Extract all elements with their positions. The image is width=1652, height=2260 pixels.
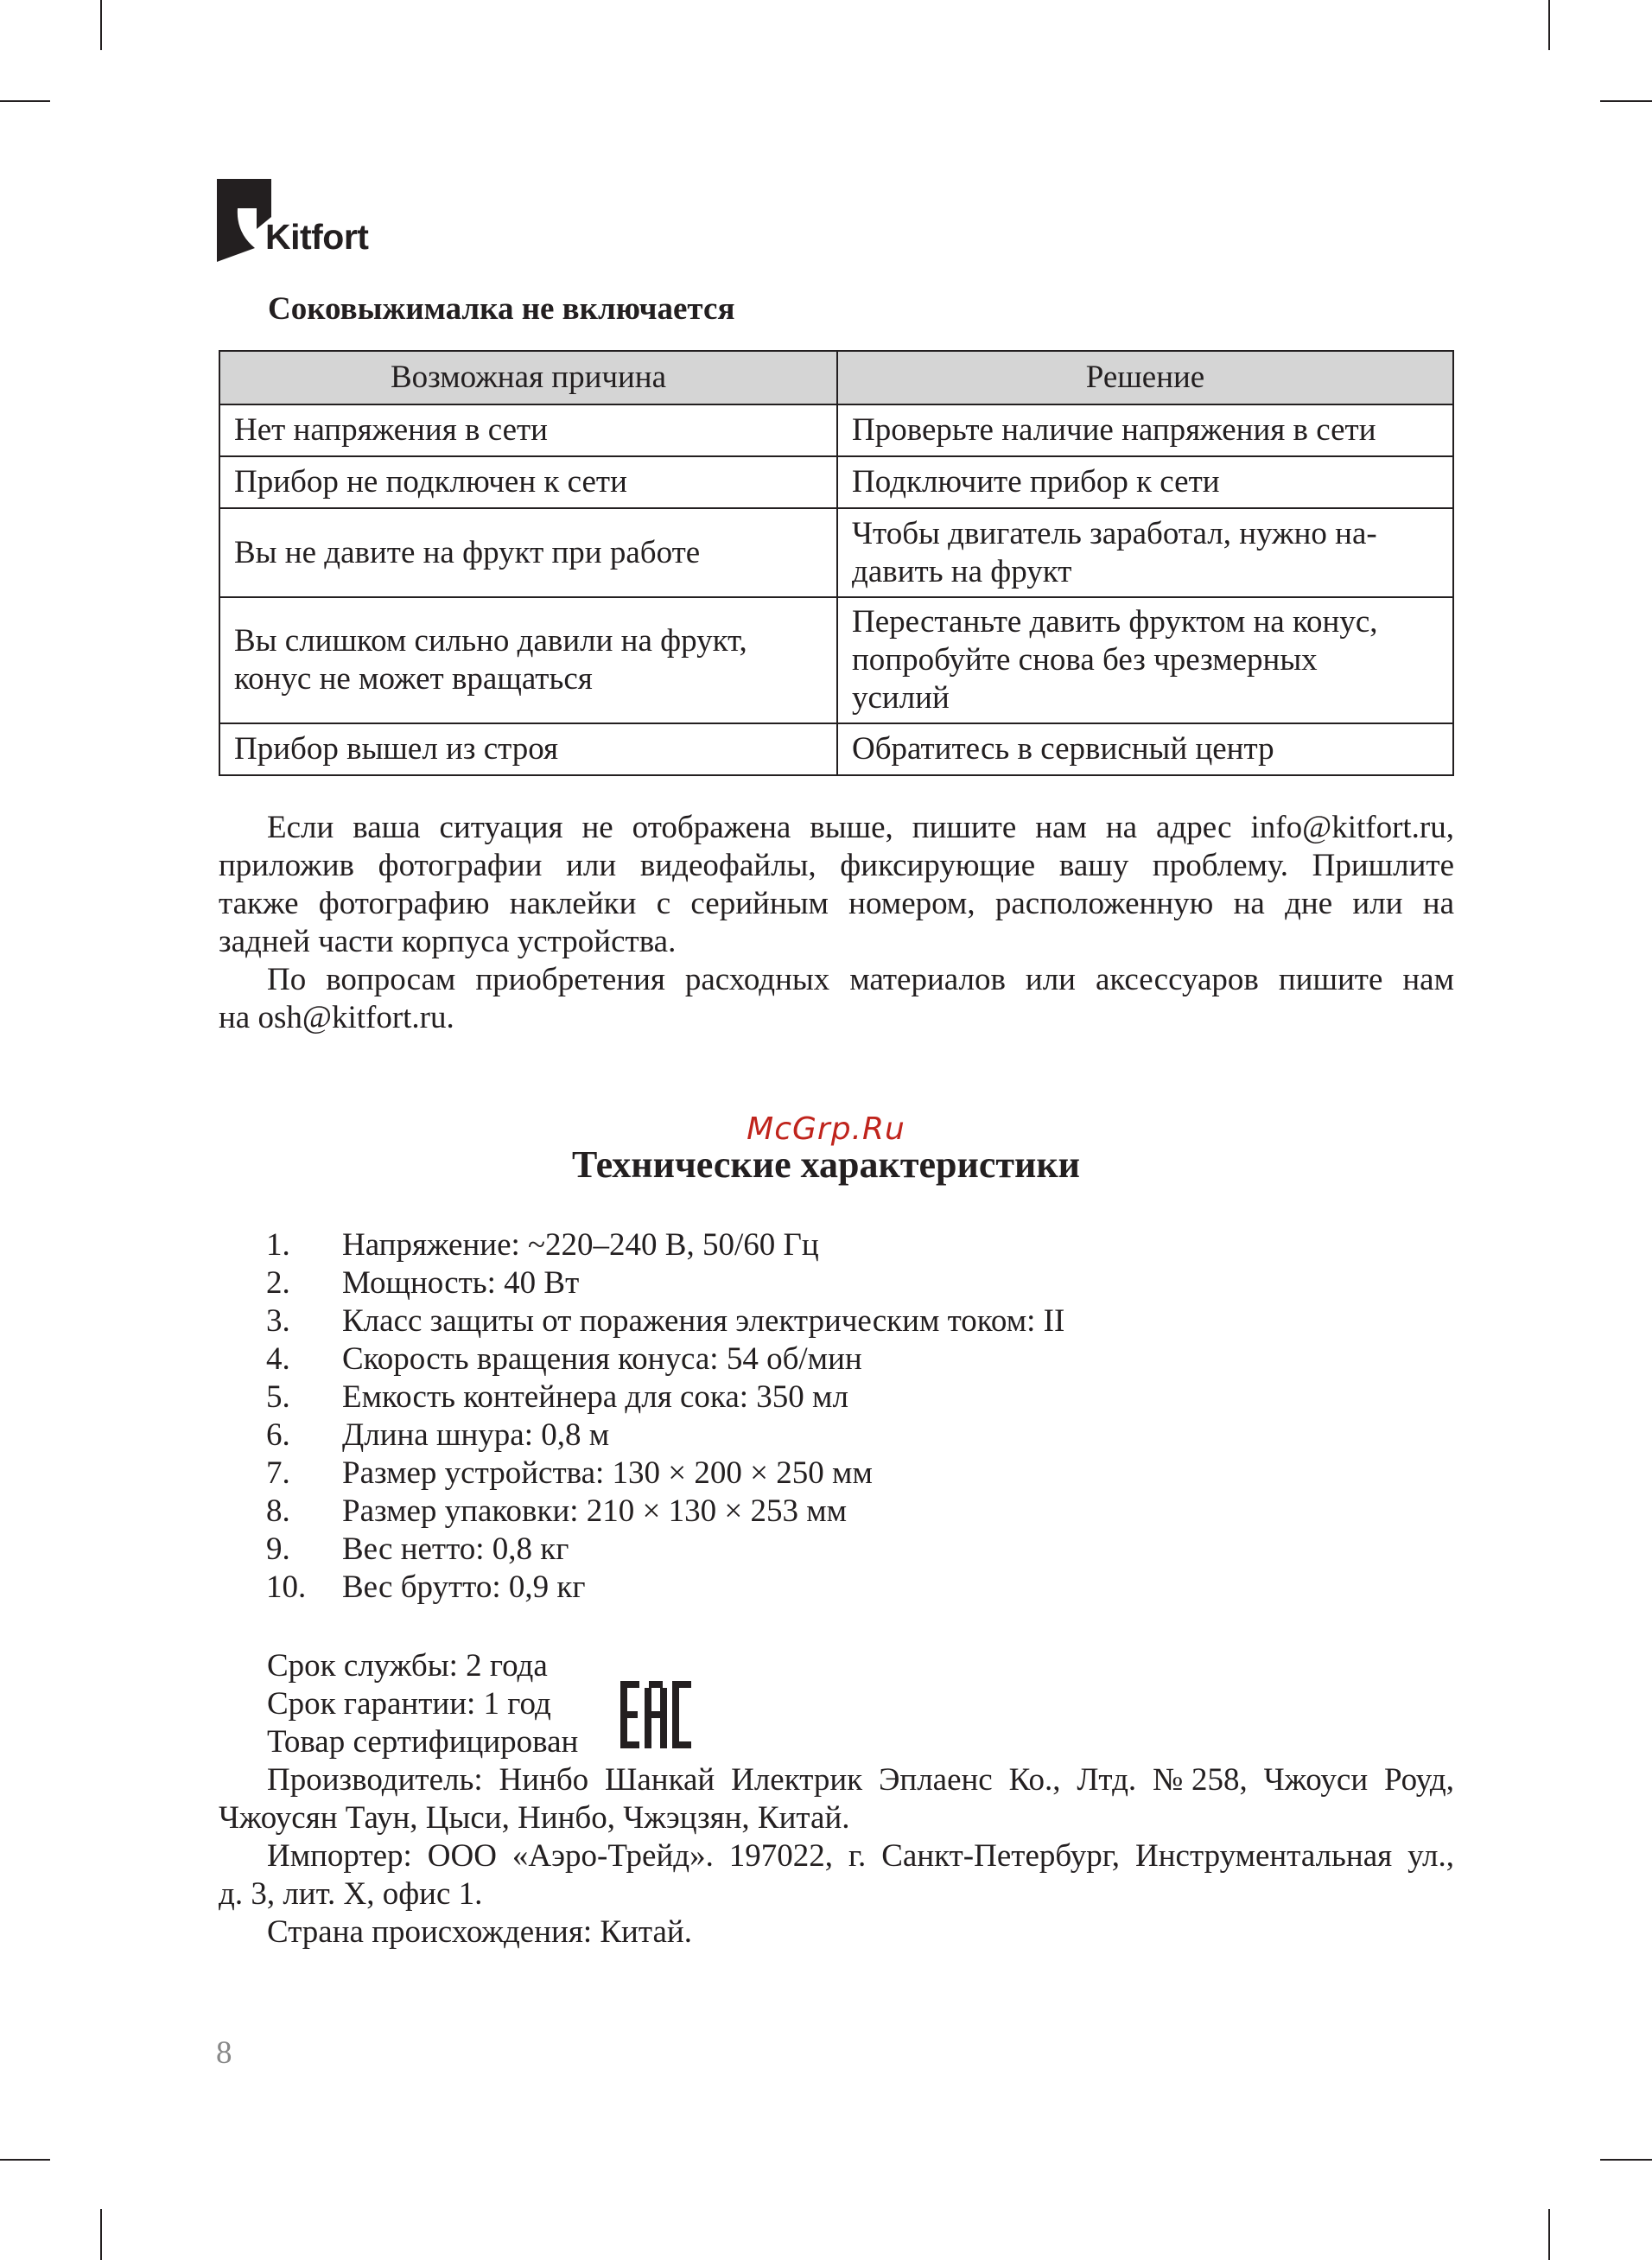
solution-cell <box>837 597 1453 723</box>
cause-text: Вы не давите на фрукт при работе <box>234 534 701 570</box>
table-row <box>219 404 1453 456</box>
solution-text: Чтобы двигатель заработал, нужно на- <box>852 515 1377 551</box>
manufacturer-line: Производитель: Нинбо Шанкай Илектрик Эплаенс Ко., Лтд. №258, Чжоуси Роуд, <box>267 1762 1454 1798</box>
page-number: 8 <box>216 2035 232 2071</box>
table-header-row <box>219 351 1453 404</box>
item-text: Вес брутто: 0,9 кг <box>342 1569 586 1605</box>
manufacturer-line: Чжоусян Таун, Цыси, Нинбо, Чжэцзян, Китай. <box>219 1800 850 1836</box>
paragraph-line: задней части корпуса устройства. <box>219 924 677 959</box>
list-item <box>266 1569 1064 1607</box>
item-number: 4. <box>266 1341 290 1377</box>
logo-wordmark: Kitfort <box>265 217 369 257</box>
crop-mark <box>0 100 50 102</box>
solution-text: давить на фрукт <box>852 553 1072 589</box>
column-header: Возможная причина <box>219 351 837 404</box>
list-item <box>266 1416 1064 1455</box>
list-item <box>266 1340 1064 1378</box>
item-text: Мощность: 40 Вт <box>342 1265 580 1301</box>
cause-text: Прибор не подключен к сети <box>234 464 627 500</box>
crop-mark <box>100 0 102 50</box>
crop-mark <box>1600 100 1652 102</box>
solution-cell <box>837 508 1453 597</box>
solution-text: усилий <box>852 680 950 716</box>
item-number: 2. <box>266 1265 290 1301</box>
specs-list <box>266 1226 1064 1607</box>
solution-text: Подключите прибор к сети <box>852 464 1220 500</box>
cause-cell <box>219 508 837 597</box>
paragraph-line: приложив фотографии или видеофайлы, фиксирующие вашу проблему. Пришлите <box>219 848 1454 883</box>
column-header: Решение <box>837 351 1453 404</box>
list-item <box>266 1226 1064 1264</box>
brand-logo <box>217 179 381 262</box>
list-item <box>266 1455 1064 1493</box>
origin: Страна происхождения: Китай. <box>267 1914 692 1950</box>
solution-text: Обратитесь в сервисный центр <box>852 731 1274 767</box>
product-info <box>219 1647 1454 1951</box>
solution-cell <box>837 404 1453 456</box>
section-heading: Соковыжималка не включается <box>268 291 735 327</box>
item-text: Длина шнура: 0,8 м <box>342 1417 610 1453</box>
crop-mark <box>1548 0 1550 50</box>
item-text: Вес нетто: 0,8 кг <box>342 1531 569 1567</box>
specs-title: Технические характеристики <box>571 1143 1081 1186</box>
list-item <box>266 1264 1064 1302</box>
item-number: 5. <box>266 1379 290 1415</box>
paragraph-line: также фотографию наклейки с серийным номером, расположенную на дне или на <box>219 886 1454 921</box>
paragraph-line: на osh@kitfort.ru. <box>219 1000 454 1035</box>
crop-mark <box>1548 2209 1550 2260</box>
item-text: Напряжение: ~220–240 В, 50/60 Гц <box>342 1227 819 1263</box>
troubleshooting-table <box>219 350 1454 776</box>
paragraph-line: По вопросам приобретения расходных материалов или аксессуаров пишите нам <box>267 962 1454 997</box>
item-number: 8. <box>266 1493 290 1529</box>
contact-paragraph <box>219 809 1454 1037</box>
table-row <box>219 597 1453 723</box>
importer-line: Импортер: ООО «Аэро-Трейд». 197022, г. Санкт-Петербург, Инструментальная ул., <box>267 1838 1454 1874</box>
crop-mark <box>0 2159 50 2161</box>
crop-mark <box>1600 2159 1652 2161</box>
item-number: 3. <box>266 1303 290 1339</box>
eac-mark-icon <box>620 1681 691 1748</box>
item-text: Размер устройства: 130 × 200 × 250 мм <box>342 1455 873 1491</box>
cause-text: Вы слишком сильно давили на фрукт, <box>234 623 747 659</box>
solution-cell <box>837 456 1453 508</box>
certified: Товар сертифицирован <box>267 1724 579 1760</box>
cause-text: Прибор вышел из строя <box>234 731 559 767</box>
importer-line: д. 3, лит. Х, офис 1. <box>219 1876 483 1912</box>
cause-cell <box>219 723 837 775</box>
table-row <box>219 456 1453 508</box>
item-text: Класс защиты от поражения электрическим током: II <box>342 1303 1065 1339</box>
cause-text: конус не может вращаться <box>234 661 593 697</box>
cause-cell <box>219 456 837 508</box>
table-row <box>219 508 1453 597</box>
item-number: 1. <box>266 1227 290 1263</box>
list-item <box>266 1378 1064 1416</box>
item-number: 7. <box>266 1455 290 1491</box>
list-item <box>266 1302 1064 1340</box>
paragraph-line: Если ваша ситуация не отображена выше, пишите нам на адрес info@kitfort.ru, <box>267 810 1454 845</box>
item-number: 6. <box>266 1417 290 1453</box>
cause-cell <box>219 597 837 723</box>
solution-text: Перестаньте давить фруктом на конус, <box>852 604 1378 640</box>
solution-text: попробуйте снова без чрезмерных <box>852 642 1318 678</box>
solution-text: Проверьте наличие напряжения в сети <box>852 412 1376 448</box>
item-number: 10. <box>266 1569 307 1605</box>
service-life: Срок службы: 2 года <box>267 1648 548 1684</box>
warranty: Срок гарантии: 1 год <box>267 1686 551 1722</box>
item-number: 9. <box>266 1531 290 1567</box>
list-item <box>266 1493 1064 1531</box>
watermark: McGrp.Ru <box>747 1111 905 1147</box>
item-text: Размер упаковки: 210 × 130 × 253 мм <box>342 1493 848 1529</box>
cause-text: Нет напряжения в сети <box>234 412 548 448</box>
table-row <box>219 723 1453 775</box>
crop-mark <box>100 2209 102 2260</box>
item-text: Емкость контейнера для сока: 350 мл <box>342 1379 848 1415</box>
solution-cell <box>837 723 1453 775</box>
cause-cell <box>219 404 837 456</box>
item-text: Скорость вращения конуса: 54 об/мин <box>342 1341 862 1377</box>
list-item <box>266 1531 1064 1569</box>
